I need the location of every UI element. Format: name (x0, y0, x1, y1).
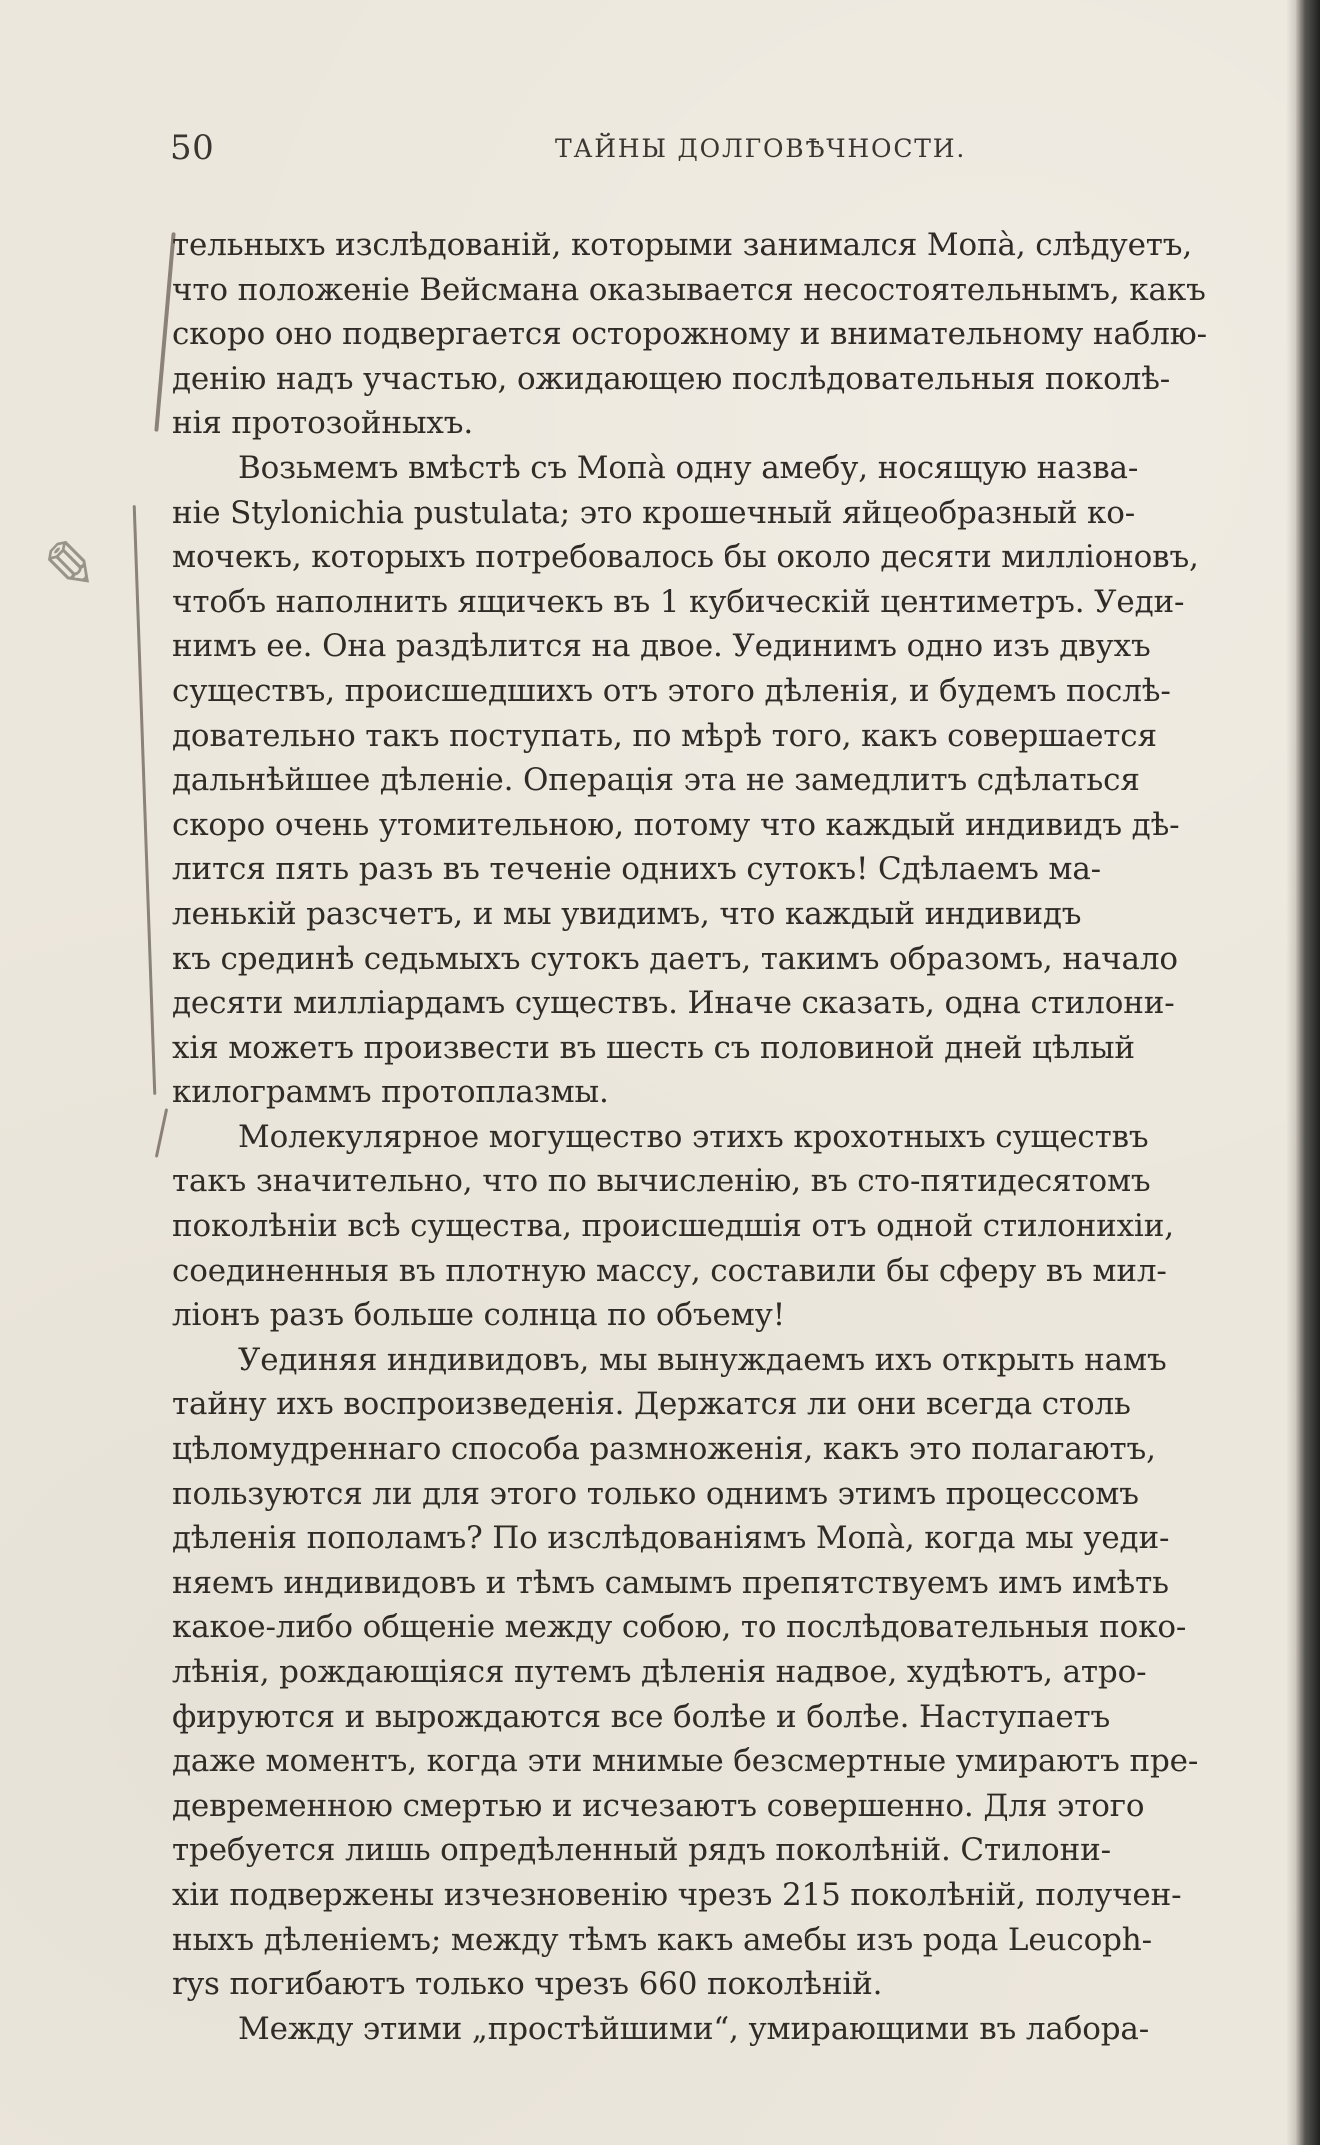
text-line-20: килограммъ протоплазмы. (172, 1074, 609, 1111)
text-line-8: мочекъ, которыхъ потребовалось бы около десяти милліоновъ, (172, 539, 1199, 576)
text-line-30: дѣленія пополамъ? По изслѣдованіямъ Мопà, когда мы уеди- (172, 1520, 1170, 1557)
text-line-3: скоро оно подвергается осторожному и внимательному наблю- (172, 316, 1207, 353)
text-line-21: Молекулярное могущество этихъ крохотныхъ существъ (238, 1118, 1149, 1155)
text-line-18: десяти милліардамъ существъ. Иначе сказать, одна стилони- (172, 985, 1175, 1022)
text-line-7: ніе Stylonichia pustulata; это крошечный яйцеобразный ко- (172, 494, 1136, 531)
text-line-37: требуется лишь опредѣленный рядъ поколѣній. Стилони- (172, 1832, 1111, 1869)
text-line-34: фируются и вырождаются все болѣе и болѣе. Наступаетъ (172, 1698, 1111, 1735)
text-line-16: ленькій разсчетъ, и мы увидимъ, что каждый индивидъ (172, 895, 1082, 932)
text-line-24: соединенныя въ плотную массу, составили бы сферу въ мил- (172, 1252, 1167, 1289)
text-line-23: поколѣніи всѣ существа, происшедшія отъ одной стилонихіи, (172, 1208, 1174, 1245)
text-line-13: дальнѣйшее дѣленіе. Операція эта не замедлитъ сдѣлаться (172, 762, 1140, 799)
text-line-22: такъ значительно, что по вычисленію, въ сто-пятидесятомъ (172, 1163, 1151, 1200)
text-line-33: лѣнія, рождающіяся путемъ дѣленія надвое, худѣютъ, атро- (172, 1654, 1147, 1690)
text-line-11: существъ, происшедшихъ отъ этого дѣленія, и будемъ послѣ- (172, 672, 1171, 709)
text-line-36: девременною смертью и исчезаютъ совершенно. Для этого (172, 1787, 1145, 1824)
text-line-5: нія протозойныхъ. (172, 405, 474, 442)
text-line-14: скоро очень утомительною, потому что каждый индивидъ дѣ- (172, 806, 1180, 843)
text-line-6: Возьмемъ вмѣстѣ съ Мопà одну амебу, носящую назва- (238, 449, 1139, 486)
text-line-38: хіи подвержены изчезновенію чрезъ 215 поколѣній, получен- (172, 1876, 1182, 1913)
text-line-39: ныхъ дѣленіемъ; между тѣмъ какъ амебы изъ рода Leucoph- (172, 1921, 1152, 1958)
left-margin-mark-bottom (155, 1108, 168, 1158)
text-line-41: Между этими „простѣйшими“, умирающими въ лабора- (238, 2010, 1150, 2047)
body-text (172, 223, 1302, 2051)
text-line-1: тельныхъ изслѣдованій, которыми занимался Мопà, слѣдуетъ, (172, 227, 1193, 263)
text-line-4: денію надъ участью, ожидающею послѣдовательныя поколѣ- (172, 360, 1171, 397)
page-number: 50 (170, 128, 215, 168)
text-line-27: тайну ихъ воспроизведенія. Держатся ли они всегда столь (172, 1386, 1131, 1423)
text-line-29: пользуются ли для этого только однимъ этимъ процессомъ (172, 1475, 1139, 1512)
text-line-40: rys погибаютъ только чрезъ 660 поколѣній. (172, 1966, 883, 2003)
left-margin-mark-middle (133, 505, 157, 1095)
text-line-32: какое-либо общеніе между собою, то послѣдовательныя поко- (172, 1609, 1187, 1646)
text-line-17: къ срединѣ седьмыхъ сутокъ даетъ, такимъ образомъ, начало (172, 940, 1178, 977)
text-line-10: нимъ ее. Она раздѣлится на двое. Уединимъ одно изъ двухъ (172, 628, 1151, 665)
page-header (170, 128, 1280, 168)
text-line-31: няемъ индивидовъ и тѣмъ самымъ препятствуемъ имъ имѣть (172, 1564, 1169, 1601)
text-line-35: даже моментъ, когда эти мнимые безсмертные умираютъ пре- (172, 1743, 1199, 1780)
handwritten-margin-note-icon: ✎ (29, 522, 99, 612)
running-title: ТАЙНЫ ДОЛГОВѢЧНОСТИ. (555, 134, 967, 163)
text-line-9: чтобъ наполнить ящичекъ въ 1 кубическій центиметръ. Уеди- (172, 583, 1185, 620)
text-line-25: ліонъ разъ больше солнца по объему! (172, 1297, 786, 1334)
text-line-19: хія можетъ произвести въ шесть съ половиной дней цѣлый (172, 1029, 1135, 1066)
text-line-12: довательно такъ поступать, по мѣрѣ того, какъ совершается (172, 717, 1157, 754)
text-line-15: лится пять разъ въ теченіе однихъ сутокъ! Сдѣлаемъ ма- (172, 851, 1101, 888)
text-line-28: цѣломудреннаго способа размноженія, какъ это полагаютъ, (172, 1431, 1156, 1468)
text-line-26: Уединяя индивидовъ, мы вынуждаемъ ихъ открыть намъ (238, 1341, 1167, 1378)
text-line-2: что положеніе Вейсмана оказывается несостоятельнымъ, какъ (172, 271, 1206, 308)
